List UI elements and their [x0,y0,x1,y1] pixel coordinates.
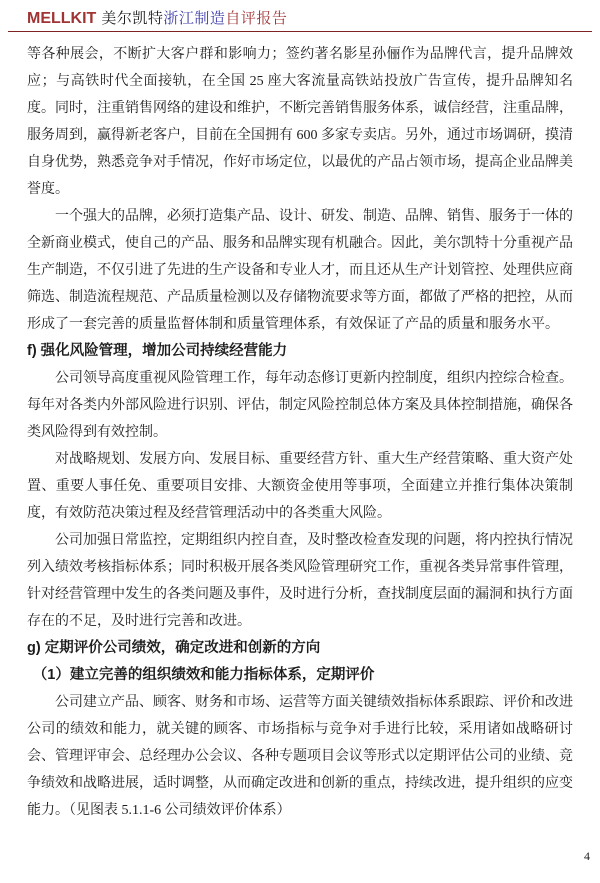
paragraph-strong-brand: 一个强大的品牌，必须打造集产品、设计、研发、制造、品牌、销售、服务于一体的全新商业模式，使自己的产品、服务和品牌实现有机融合。因此，美尔凯特十分重视产品生产制造，不仅引进了先进的生产设备和专业人才，而且还从生产计划管控、处理供应商筛选、制造流程规范、产品质量检测以及存储物流要求等方面，都做了严格的把控，从而形成了一套完善的质量监督体制和质量管理体系，有效保证了产品的质量和服务水平。 [27,209,573,332]
header-title-program: 浙江制造 [163,11,226,27]
header-title-report-type: 自评报告 [225,11,288,27]
heading-g-performance-evaluation: g) 定期评价公司绩效，确定改进和创新的方向 [27,640,321,656]
paragraph-brand-marketing: 等各种展会，不断扩大客户群和影响力；签约著名影星孙俪作为品牌代言，提升品牌效应；与高铁时代全面接轨，在全国 25 座大客流量高铁站投放广告宣传，提升品牌知名度。同时，注重销售网络的建设和维护，不断完善销售服务体系，诚信经营，注重品牌，服务周到，赢得新老客户，目前在全国拥有 600 多家专卖店。另外，通过市场调研，摸清自身优势，熟悉竞争对手情况，作好市场定位，以最优的产品占领市场，提高企业品牌美誉度。 [27,47,573,197]
page-header [27,7,573,31]
header-rule [8,31,592,32]
paragraph-kpi-tracking: 公司建立产品、顾客、财务和市场、运营等方面关键绩效指标体系跟踪、评价和改进公司的绩效和能力，就关键的顾客、市场指标与竞争对手进行比较，采用诸如战略研讨会、管理评审会、总经理办公会议、各种专题项目会议等形式以定期评估公司的业绩、竞争绩效和战略进展，适时调整，从而确定改进和创新的重点，持续改进，提升组织的应变能力。（见图表 5.1.1-6 公司绩效评价体系） [27,695,573,818]
paragraph-collective-decision: 对战略规划、发展方向、发展目标、重要经营方针、重大生产经营策略、重大资产处置、重要人事任免、重要项目安排、大额资金使用等事项，全面建立并推行集体决策制度，有效防范决策过程及经营管理活动中的各类重大风险。 [27,452,573,521]
paragraph-daily-monitoring: 公司加强日常监控，定期组织内控自查，及时整改检查发现的问题，将内控执行情况列入绩效考核指标体系；同时积极开展各类风险管理研究工作，重视各类异常事件管理，针对经营管理中发生的各类问题及事件，及时进行分析，查找制度层面的漏洞和执行方面存在的不足，及时进行完善和改进。 [27,533,573,629]
subheading-1-kpi-system: （1）建立完善的组织绩效和能力指标体系，定期评价 [32,667,375,683]
document-body [27,41,573,824]
header-title-company: 美尔凯特 [101,11,164,27]
page-number: 4 [584,849,590,863]
brand-logo-text: MELLKIT [27,10,97,27]
paragraph-risk-control: 公司领导高度重视风险管理工作，每年动态修订更新内控制度，组织内控综合检查。每年对各类内外部风险进行识别、评估，制定风险控制总体方案及具体控制措施，确保各类风险得到有效控制。 [27,371,573,440]
heading-f-risk-management: f) 强化风险管理，增加公司持续经营能力 [27,343,288,359]
